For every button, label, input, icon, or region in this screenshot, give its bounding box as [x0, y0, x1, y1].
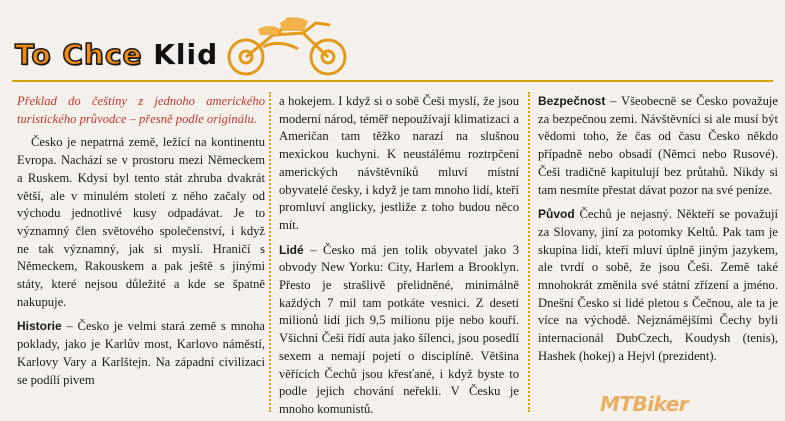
section-text: – Česko je velmi stará země s mnoha poklady, jako je Karlův most, Karlovo náměstí, Karlovy Vary a Karlštejn. Na západní civilizaci se podílí pivem [17, 319, 265, 387]
section-puvod [538, 206, 778, 365]
section-heading: Lidé [279, 242, 304, 257]
section-bezpecnost [538, 93, 778, 199]
header-divider [12, 80, 773, 82]
paragraph: a hokejem. I když si o sobě Češi myslí, že jsou moderní národ, téměř nepoužívají klimatizaci a Američan tam těžko narazí na slušnou mexickou kuchyni. K neustálému roztrpčení amerických návštěvníků mluví místní obyvatelé česky, i když je tam mnoho lidí, kteří promluví anglicky, jestliže z toho budou něco mít. [279, 94, 519, 232]
title-part-black: Klid [153, 38, 219, 71]
section-heading: Bezpečnost [538, 94, 606, 108]
column-2 [279, 93, 519, 419]
page-title [15, 38, 218, 71]
watermark-logo: MTBiker [600, 392, 689, 416]
section-text: Čechů je nejasný. Někteří se považují za Slovany, jiní za potomky Keltů. Pak tam je skupina lidí, kteří mluví úplně jiným jazykem, ale tvrdí o sobě, že jsou Češi. Země také mnohokrát změnila své státní zřízení a jméno. Dnešní Česko si lidé pletou s Čečnou, ale ta je více na východě. Nejznámějšími Čechy byli internacionál DubCzech, Koudysh (tenis), Hashek (hokej) a Hejvl (prezident). [538, 207, 778, 363]
column-separator [269, 92, 271, 412]
column-3 [538, 93, 778, 366]
section-lide [279, 242, 519, 419]
title-part-orange: To Chce [15, 38, 154, 71]
section-historie [17, 318, 265, 389]
section-text: – Česko má jen tolik obyvatel jako 3 obvody New Yorku: City, Harlem a Brooklyn. Přesto je strašlivě přelidněné, minimálně každých 7 mil tam potkáte vesnici. Z deseti milionů lidí jich 9,5 milionu pije nebo kouří. Všichni Češi řídí auta jako šílenci, jsou posedlí sexem a nemají pojetí o disciplíně. Většina věřících Čechů jsou křesťané, i když byste to podle jejich chování neřekli. V Česku je mnoho komunistů. [279, 242, 519, 416]
motorcycle-illustration [218, 5, 353, 80]
section-heading: Historie [17, 319, 62, 334]
section-heading: Původ [538, 207, 575, 222]
column-1 [17, 93, 265, 389]
column-separator [528, 92, 530, 412]
section-text: – Všeobecně se Česko považuje za bezpečnou zemi. Návštěvníci si ale musí být vědomi toho, že čas od času Česko někdo případně nebo obsadí (Němci nebo Rusové). Češi tradičně kapitulují bez průtahů. Nikdy si tam nesmíte přestat dávat pozor na své peníze. [538, 94, 778, 197]
paragraph: Česko je nepatrná země, ležící na kontinentu Evropa. Nachází se v prostoru mezi Německem a Ruskem. Kdysi byl tento stát zhruba dvakrát větší, ale v minulém století z něho začaly od východu jednotlivé kusy odpadávat. Je to významný člen světového společenství, i když ne tak významný, jak si myslí. Hraničí s Německem, Rakouskem a pak ještě s jinými státy, které nejsou důležité a kde se špatně nakupuje. [17, 135, 265, 309]
intro-text: Překlad do češtiny z jednoho amerického turistického průvodce – přesně podle originálu. [17, 94, 265, 126]
